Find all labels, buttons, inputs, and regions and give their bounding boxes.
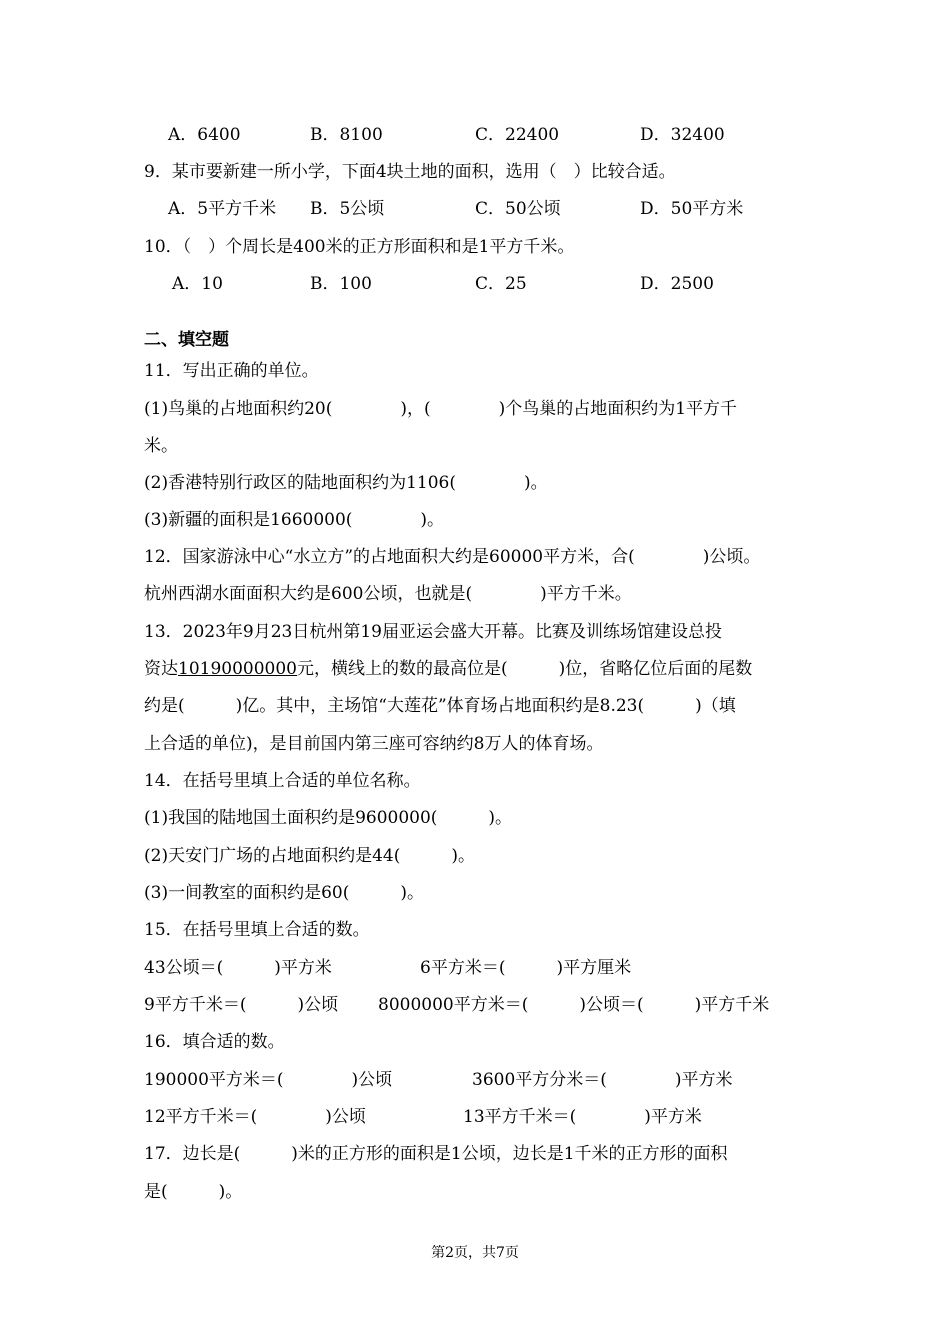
q10-option-c: C．25 (475, 274, 527, 294)
q10-option-a: A．10 (172, 274, 223, 294)
q16-item-d: 13平方千米＝( )平方米 (463, 1107, 702, 1127)
section-heading: 二、填空题 (144, 330, 229, 350)
q9-option-a: A．5平方千米 (168, 199, 277, 219)
q9-option-b: B．5公顷 (310, 199, 385, 219)
q16-item-b: 3600平方分米＝( )平方米 (472, 1070, 733, 1090)
q13-line-1: 13．2023年9月23日杭州第19届亚运会盛大开幕。比赛及训练场馆建设总投 (144, 622, 722, 642)
q12-line-2: 杭州西湖水面面积大约是600公顷，也就是( )平方千米。 (144, 584, 632, 604)
q8-option-c: C．22400 (475, 125, 560, 145)
q10-option-b: B．100 (310, 274, 372, 294)
q9-option-d: D．50平方米 (640, 199, 744, 219)
q8-option-b: B．8100 (310, 125, 383, 145)
q11-text: 11．写出正确的单位。 (144, 361, 319, 381)
q11-line-3: (3)新疆的面积是1660000( )。 (144, 510, 445, 530)
q16-item-c: 12平方千米＝( )公顷 (144, 1107, 366, 1127)
q11-line-1-cont: 米。 (144, 436, 178, 456)
q8-option-a: A．6400 (168, 125, 241, 145)
q17-line-2: 是( )。 (144, 1182, 243, 1202)
q9-text: 9．某市要新建一所小学，下面4块土地的面积，选用（ ）比较合适。 (144, 162, 676, 182)
q15-item-d: 8000000平方米＝( )公顷＝( )平方千米 (378, 995, 770, 1015)
q11-line-2: (2)香港特别行政区的陆地面积约为1106( )。 (144, 473, 548, 493)
q11-line-1: (1)鸟巢的占地面积约20( )，( )个鸟巢的占地面积约为1平方千 (144, 399, 738, 419)
q16-item-a: 190000平方米＝( )公顷 (144, 1070, 393, 1090)
q16-text: 16．填合适的数。 (144, 1032, 285, 1052)
page-footer: 第2页，共7页 (431, 1245, 519, 1261)
q13-line-3: 约是( )亿。其中，主场馆“大莲花”体育场占地面积约是8.23( )（填 (144, 696, 736, 716)
q8-option-d: D．32400 (640, 125, 725, 145)
q10-text: 10．（ ）个周长是400米的正方形面积和是1平方千米。 (144, 237, 575, 257)
q12-line-1: 12．国家游泳中心“水立方”的占地面积大约是60000平方米，合( )公顷。 (144, 547, 761, 567)
q14-line-3: (3)一间教室的面积约是60( )。 (144, 883, 424, 903)
q13-line-2-prefix: 资达 (144, 659, 178, 679)
q13-line-2 (144, 658, 752, 680)
q15-text: 15．在括号里填上合适的数。 (144, 920, 370, 940)
q15-item-a: 43公顷＝( )平方米 (144, 958, 332, 978)
q14-text: 14．在括号里填上合适的单位名称。 (144, 771, 421, 791)
q15-item-b: 6平方米＝( )平方厘米 (420, 958, 632, 978)
q14-line-2: (2)天安门广场的占地面积约是44( )。 (144, 846, 475, 866)
q13-underlined-number: 10190000000 (178, 659, 297, 679)
q17-line-1: 17．边长是( )米的正方形的面积是1公顷，边长是1千米的正方形的面积 (144, 1144, 728, 1164)
q9-option-c: C．50公顷 (475, 199, 561, 219)
q14-line-1: (1)我国的陆地国土面积约是9600000( )。 (144, 808, 513, 828)
q15-item-c: 9平方千米＝( )公顷 (144, 995, 339, 1015)
q13-line-4: 上合适的单位)，是目前国内第三座可容纳约8万人的体育场。 (144, 734, 604, 754)
q13-line-2-suffix: 元，横线上的数的最高位是( )位，省略亿位后面的尾数 (296, 659, 753, 679)
q10-option-d: D．2500 (640, 274, 714, 294)
